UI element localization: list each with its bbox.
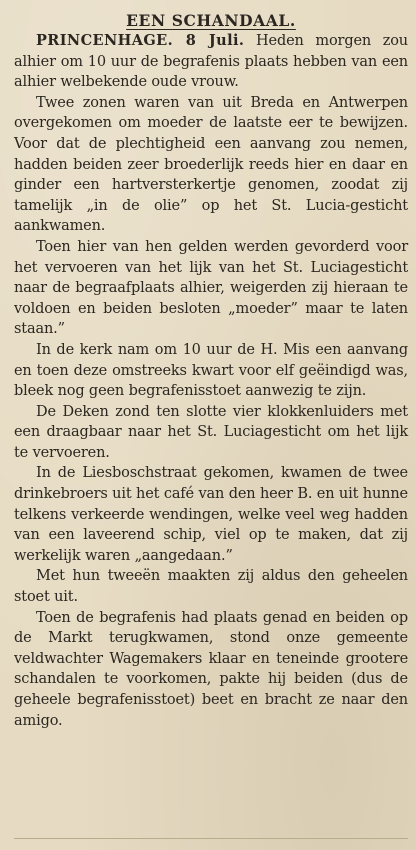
paragraph-7: Met hun tweeën maakten zij aldus den geheelen stoet uit. bbox=[14, 568, 408, 606]
bottom-rule bbox=[14, 838, 408, 839]
paragraph-1 bbox=[14, 31, 408, 93]
headline: EEN SCHANDAAL. bbox=[126, 11, 296, 30]
paragraph-5: De Deken zond ten slotte vier klokkenluiders met een draagbaar naar het St. Luciagesticht om het lijk te vervoeren. bbox=[14, 403, 408, 461]
paragraph-4: In de kerk nam om 10 uur de H. Mis een aanvang en toen deze omstreeks kwart voor elf geëindigd was, bleek nog geen begrafenisstoet aanwezig te zijn. bbox=[14, 341, 408, 400]
paragraph-3: Toen hier van hen gelden werden gevorderd voor het vervoeren van het lijk van het St. Luciagesticht naar de begraafplaats alhier, weigerden zij hieraan te voldoen en beiden besloten „moeder” maar te laten staan.” bbox=[14, 238, 408, 338]
paragraph-8: Toen de begrafenis had plaats genad en beiden op de Markt terugkwamen, stond onze gemeente veldwachter Wagemakers klaar en teneinde grootere schandalen te voorkomen, pakte hij beiden (dus de geheele begrafenisstoet) beet en bracht ze naar den amigo. bbox=[14, 609, 408, 729]
dateline: PRINCENHAGE. 8 Juli. bbox=[36, 32, 245, 49]
article-body bbox=[14, 31, 408, 731]
paragraph-1-text: Heden morgen zou alhier om 10 uur de begrafenis plaats hebben van een alhier welbekende oude vrouw. bbox=[14, 33, 408, 91]
paragraph-6: In de Liesboschstraat gekomen, kwamen de twee drinkebroers uit het café van den heer B. en uit hunne telkens verkeerde wendingen, welke veel weg hadden van een laveerend schip, viel op te maken, dat zij werkelijk waren „aangedaan.” bbox=[14, 465, 408, 564]
paragraph-2: Twee zonen waren van uit Breda en Antwerpen overgekomen om moeder de laatste eer te bewijzen. Voor dat de plechtigheid een aanvang zou nemen, hadden beiden zeer broederlijk reeds hier en daar en ginder een hartversterkertje genomen, zoodat zij tamelijk „in de olie” op het St. Lucia-gesticht aankwamen. bbox=[14, 94, 408, 235]
